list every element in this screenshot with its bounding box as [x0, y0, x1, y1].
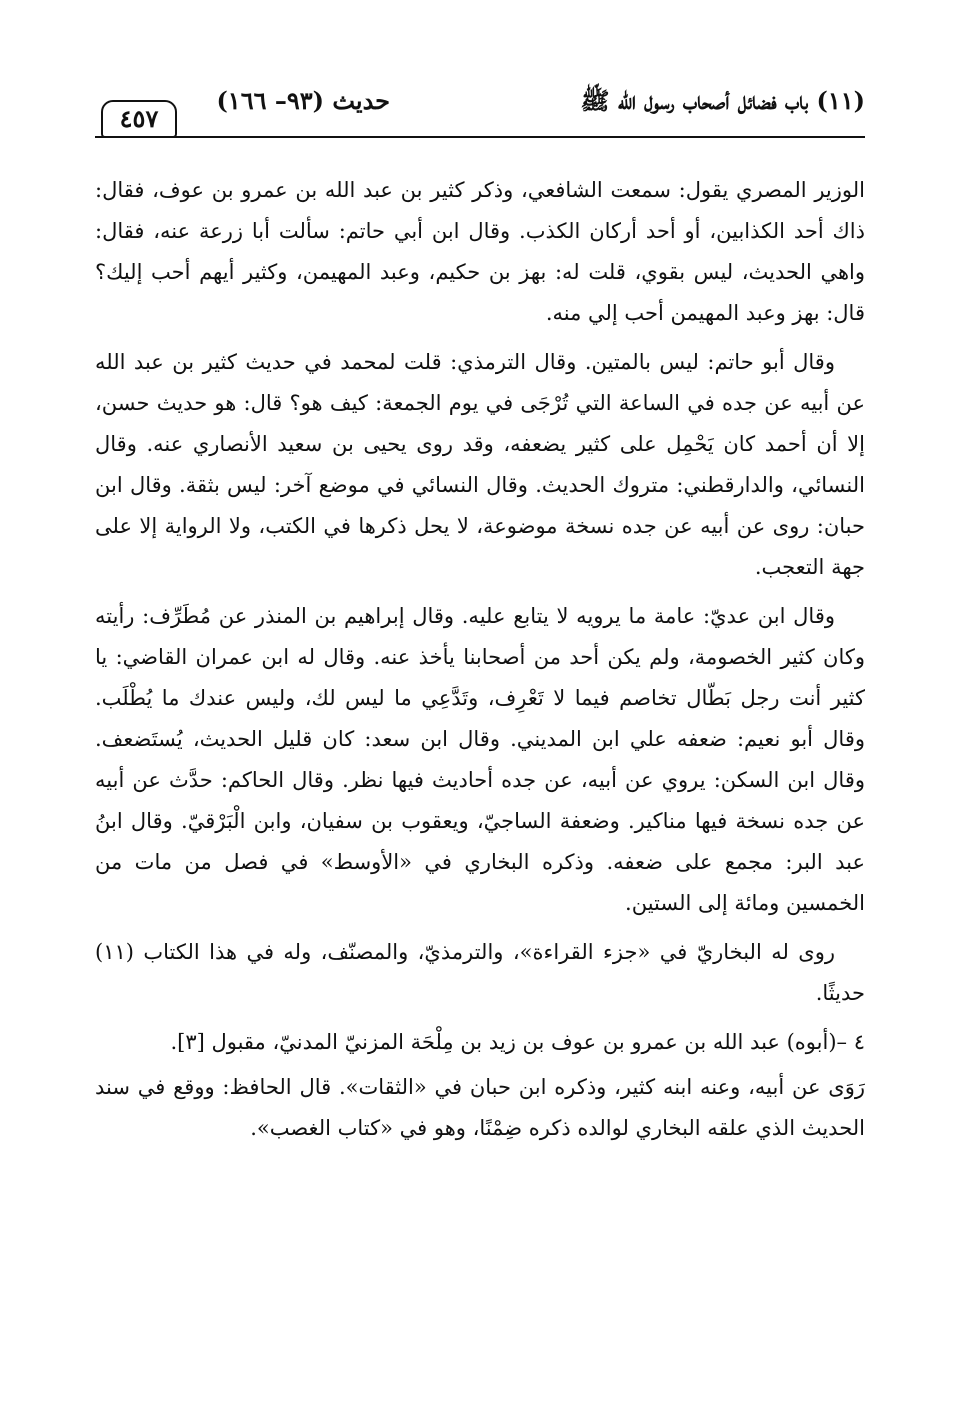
paragraph: روى له البخاريّ في «جزء القراءة»، والترمذيّ، والمصنّف، وله في هذا الكتاب (١١) حديثًا. — [95, 940, 865, 1005]
page-header — [95, 84, 865, 140]
paragraph: وقال ابن عديّ: عامة ما يرويه لا يتابع عليه. وقال إبراهيم بن المنذر عن مُطَرِّف: رأيته وكان كثير الخصومة، ولم يكن أحد من أصحابنا يأخذ عنه. وقال له ابن عمران القاضي: يا كثير أنت رجل بَطّال تخاصم فيما لا تَعْرِف، وتَدَّعِي ما ليس لك، وليس عندك ما يُطْلَب. وقال أبو نعيم: ضعفه علي ابن المديني. وقال ابن سعد: كان قليل الحديث، يُستَضعف. وقال ابن السكن: يروي عن أبيه، عن جده أحاديث فيها نظر. وقال الحاكم: حدَّث عن أبيه عن جده نسخة فيها مناكير. وضعفة الساجيّ، ويعقوب بن سفيان، وابن الْبَرْقيّ. وقال ابنُ عبد البر: مجمع على ضعفه. وذكره البخاري في «الأوسط» في فصل من مات من الخمسين ومائة إلى الستين. — [95, 604, 865, 915]
hadith-range: حديث (٩٣– ١٦٦) — [216, 86, 390, 115]
narrator-entry: ٤ –(أبوه) عبد الله بن عمرو بن عوف بن زيد بن مِلْحَة المزنيّ المدنيّ، مقبول [٣]. — [170, 1030, 865, 1054]
header-divider — [95, 136, 865, 138]
page-number-box: ٤٥٧ — [101, 100, 177, 138]
page-body — [95, 170, 865, 1350]
chapter-title: (١١) باب فضائل أصحاب رسول الله ﷺ — [580, 86, 865, 115]
paragraph: وقال أبو حاتم: ليس بالمتين. وقال الترمذي: قلت لمحمد في حديث كثير بن عبد الله عن أبيه عن جده في الساعة التي تُرْجَى في يوم الجمعة: كيف هو؟ قال: هو حديث حسن، إلا أن أحمد كان يَحْمِل على كثير يضعفه، وقد روى يحيى بن سعيد الأنصاري عنه. وقال النسائي، والدارقطني: متروك الحديث. وقال النسائي في موضع آخر: ليس بثقة. وقال ابن حبان: روى عن أبيه عن جده نسخة موضوعة، لا يحل ذكرها في الكتب، ولا الرواية إلا على جهة التعجب. — [95, 350, 865, 579]
narrator-entry-body: رَوَى عن أبيه، وعنه ابنه كثير، وذكره ابن حبان في «الثقات». قال الحافظ: ووقع في سند الحديث الذي علقه البخاري لوالده ذكره ضِمْنًا، وهو في «كتاب الغصب». — [95, 1075, 865, 1140]
paragraph: الوزير المصري يقول: سمعت الشافعي، وذكر كثير بن عبد الله بن عمرو بن عوف، فقال: ذاك أحد الكذابين، أو أحد أركان الكذب. وقال ابن أبي حاتم: سألت أبا زرعة عنه، فقال: واهي الحديث، ليس بقوي، قلت له: بهز بن حكيم، وعبد المهيمن، وكثير أيهم أحب إليك؟ قال: بهز وعبد المهيمن أحب إلي منه. — [95, 178, 865, 325]
